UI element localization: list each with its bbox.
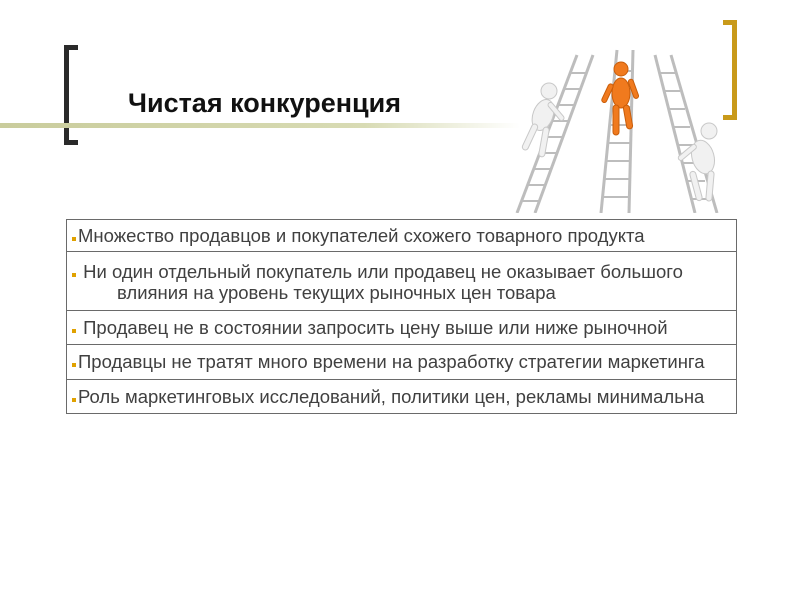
bullet-icon: [72, 329, 76, 333]
table-row: [67, 310, 736, 345]
row-text: Продавцы не тратят много времени на разработку стратегии маркетинга: [78, 351, 705, 372]
characteristics-table: [66, 219, 737, 414]
row-text: Ни один отдельный покупатель или продавец не оказывает большого влияния на уровень текущих рыночных цен товара: [78, 260, 683, 303]
row-text: Множество продавцов и покупателей схожего товарного продукта: [78, 225, 645, 246]
table-row: [67, 379, 736, 414]
bullet-icon: [72, 237, 76, 241]
row-text: Роль маркетинговых исследований, политики цен, рекламы минимальна: [78, 385, 705, 407]
table-row: [67, 220, 736, 251]
slide-title: Чистая конкуренция: [128, 88, 401, 118]
ladders-climbing-figures-icon: [505, 45, 740, 213]
title-underline-bar: [0, 123, 520, 128]
bullet-icon: [72, 273, 76, 277]
table-row: [67, 344, 736, 379]
table-row: [67, 251, 736, 310]
left-bracket-decoration: [64, 45, 78, 145]
row-text: Продавец не в состоянии запросить цену выше или ниже рыночной: [78, 316, 668, 338]
bullet-icon: [72, 398, 76, 402]
bullet-icon: [72, 363, 76, 367]
